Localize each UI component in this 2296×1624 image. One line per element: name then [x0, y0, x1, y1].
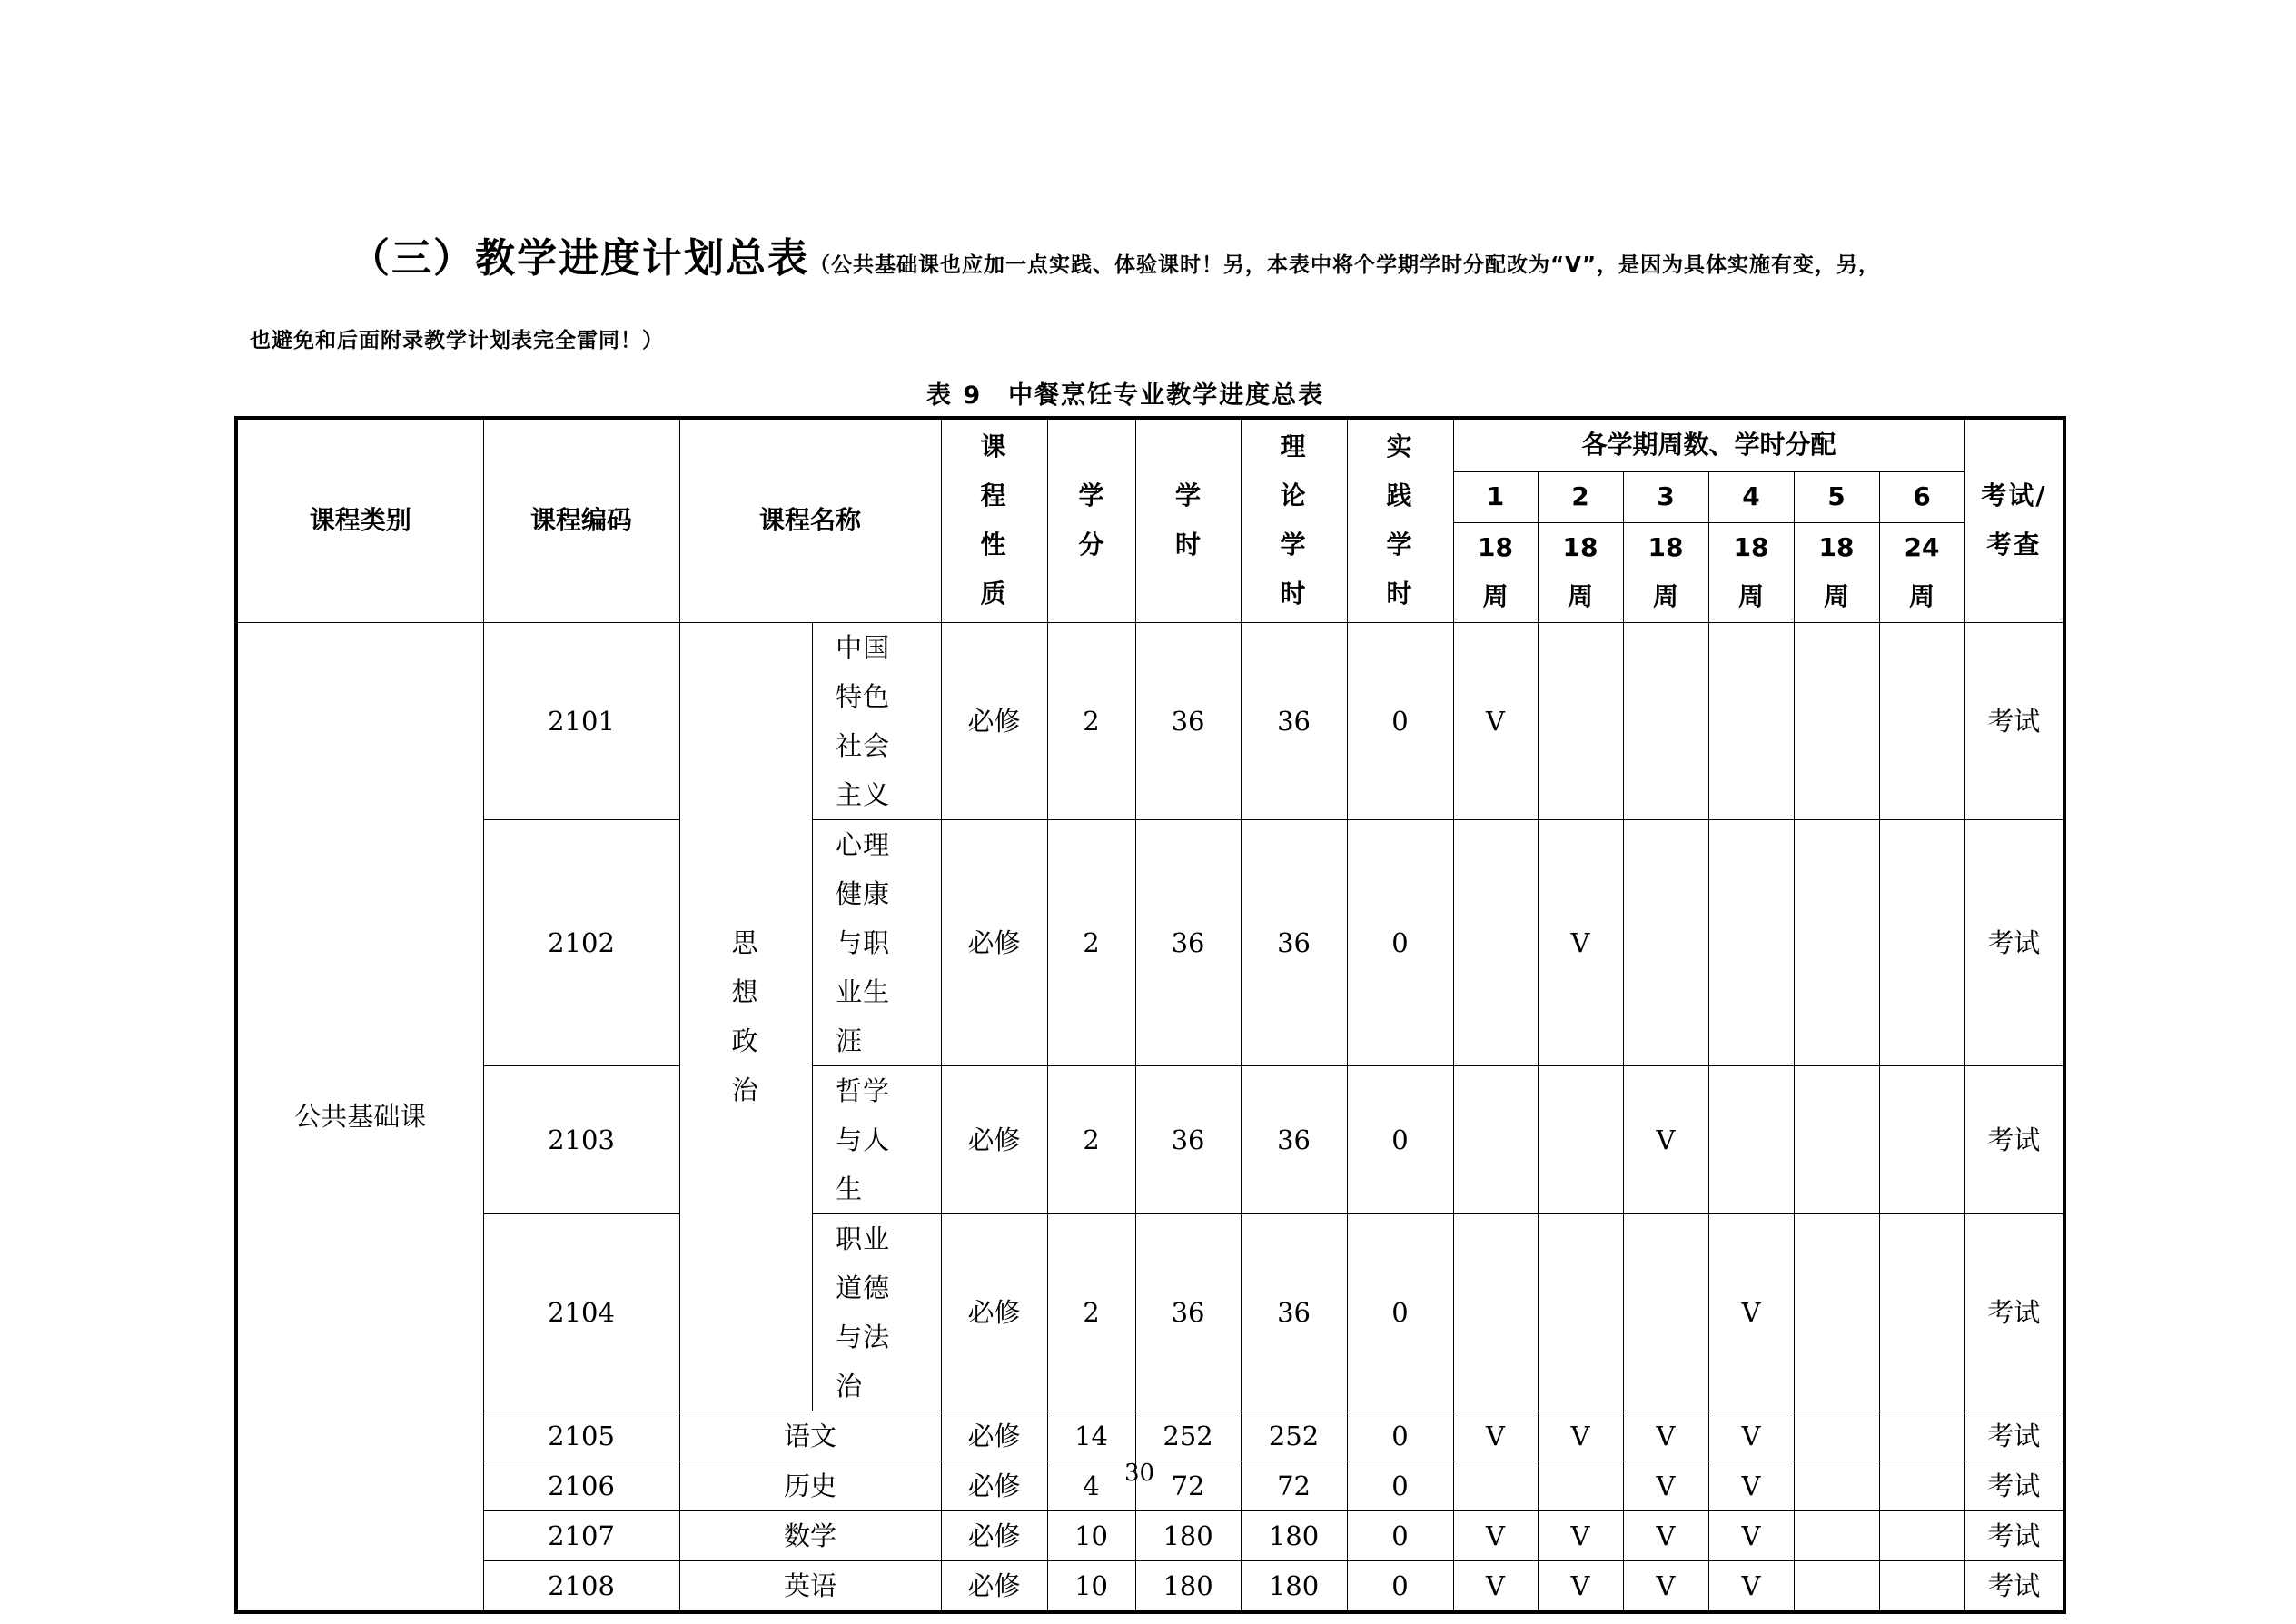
course-credits: 2: [1047, 1065, 1135, 1213]
course-name: 职业道德与法治: [812, 1213, 941, 1411]
course-nature: 必修: [941, 819, 1047, 1065]
course-nature: 必修: [941, 622, 1047, 819]
semester-3-mark: V: [1623, 1411, 1708, 1461]
table-row: [236, 622, 2064, 819]
semester-1-mark: V: [1453, 622, 1538, 819]
semester-2-mark: V: [1538, 819, 1623, 1065]
semester-1-mark: V: [1453, 1510, 1538, 1560]
course-exam: 考试: [1964, 1411, 2064, 1461]
course-practice-hours: 0: [1347, 1065, 1453, 1213]
table-row: [236, 1510, 2064, 1560]
header-theory-hours: 理论学时: [1241, 418, 1347, 622]
semester-2-mark: [1538, 1461, 1623, 1510]
semester-3-mark: V: [1623, 1510, 1708, 1560]
course-credits: 2: [1047, 1213, 1135, 1411]
course-name: 历史: [679, 1461, 941, 1510]
course-nature: 必修: [941, 1213, 1047, 1411]
course-hours: 36: [1135, 819, 1241, 1065]
course-name: 心理健康与职业生涯: [812, 819, 941, 1065]
course-exam: 考试: [1964, 819, 2064, 1065]
course-hours: 180: [1135, 1560, 1241, 1612]
semester-5-mark: [1794, 819, 1879, 1065]
course-category-cell: 公共基础课: [236, 622, 483, 1612]
semester-1-mark: [1453, 1213, 1538, 1411]
course-group-cell: 思想政治: [679, 622, 812, 1411]
semester-6-mark: [1879, 1411, 1964, 1461]
page-number: 30: [1124, 1460, 1155, 1487]
course-theory-hours: 252: [1241, 1411, 1347, 1461]
course-name: 中国特色社会主义: [812, 622, 941, 819]
semester-3-mark: [1623, 819, 1708, 1065]
semester-6-mark: [1879, 819, 1964, 1065]
semester-1-mark: [1453, 819, 1538, 1065]
header-row-1: [236, 418, 2064, 471]
course-theory-hours: 36: [1241, 819, 1347, 1065]
table-caption: 表 9 中餐烹饪专业教学进度总表: [926, 381, 1325, 410]
course-hours: 252: [1135, 1411, 1241, 1461]
semester-6-mark: [1879, 1065, 1964, 1213]
semester-4-weeks: 18 周: [1708, 522, 1794, 622]
table-row: [236, 1065, 2064, 1213]
semester-1-mark: V: [1453, 1411, 1538, 1461]
course-theory-hours: 180: [1241, 1560, 1347, 1612]
semester-2-mark: V: [1538, 1510, 1623, 1560]
semester-3-number: 3: [1623, 471, 1708, 522]
course-credits: 14: [1047, 1411, 1135, 1461]
semester-6-number: 6: [1879, 471, 1964, 522]
semester-2-weeks: 18 周: [1538, 522, 1623, 622]
course-practice-hours: 0: [1347, 1461, 1453, 1510]
semester-3-weeks: 18 周: [1623, 522, 1708, 622]
header-nature: 课程性质: [941, 418, 1047, 622]
course-nature: 必修: [941, 1065, 1047, 1213]
course-practice-hours: 0: [1347, 1411, 1453, 1461]
course-practice-hours: 0: [1347, 1560, 1453, 1612]
teaching-plan-table: [234, 416, 2066, 1614]
course-hours: 36: [1135, 622, 1241, 819]
semester-4-mark: V: [1708, 1461, 1794, 1510]
semester-4-number: 4: [1708, 471, 1794, 522]
semester-3-mark: V: [1623, 1560, 1708, 1612]
semester-5-mark: [1794, 1411, 1879, 1461]
semester-4-mark: [1708, 819, 1794, 1065]
course-name: 数学: [679, 1510, 941, 1560]
course-practice-hours: 0: [1347, 1213, 1453, 1411]
semester-5-mark: [1794, 1461, 1879, 1510]
course-code: 2106: [483, 1461, 679, 1510]
semester-4-mark: [1708, 1065, 1794, 1213]
course-theory-hours: 180: [1241, 1510, 1347, 1560]
course-theory-hours: 36: [1241, 1213, 1347, 1411]
course-practice-hours: 0: [1347, 819, 1453, 1065]
course-nature: 必修: [941, 1461, 1047, 1510]
course-credits: 2: [1047, 819, 1135, 1065]
table-row: [236, 1411, 2064, 1461]
section-note-part2: 也避免和后面附录教学计划表完全雷同！）: [250, 329, 664, 352]
semester-6-mark: [1879, 1560, 1964, 1612]
header-name: 课程名称: [679, 418, 941, 622]
semester-4-mark: V: [1708, 1411, 1794, 1461]
course-exam: 考试: [1964, 1065, 2064, 1213]
semester-6-mark: [1879, 1213, 1964, 1411]
semester-5-mark: [1794, 622, 1879, 819]
semester-4-mark: V: [1708, 1213, 1794, 1411]
course-credits: 2: [1047, 622, 1135, 819]
semester-2-mark: V: [1538, 1411, 1623, 1461]
course-practice-hours: 0: [1347, 622, 1453, 819]
course-credits: 10: [1047, 1510, 1135, 1560]
semester-2-number: 2: [1538, 471, 1623, 522]
course-hours: 36: [1135, 1065, 1241, 1213]
course-nature: 必修: [941, 1560, 1047, 1612]
semester-6-weeks: 24 周: [1879, 522, 1964, 622]
course-nature: 必修: [941, 1411, 1047, 1461]
course-code: 2101: [483, 622, 679, 819]
course-code: 2104: [483, 1213, 679, 1411]
course-credits: 10: [1047, 1560, 1135, 1612]
header-code: 课程编码: [483, 418, 679, 622]
course-practice-hours: 0: [1347, 1510, 1453, 1560]
course-exam: 考试: [1964, 622, 2064, 819]
course-code: 2103: [483, 1065, 679, 1213]
header-category: 课程类别: [236, 418, 483, 622]
semester-2-mark: [1538, 1213, 1623, 1411]
course-exam: 考试: [1964, 1560, 2064, 1612]
semester-6-mark: [1879, 1461, 1964, 1510]
semester-1-number: 1: [1453, 471, 1538, 522]
semester-5-mark: [1794, 1560, 1879, 1612]
semester-4-mark: V: [1708, 1510, 1794, 1560]
header-hours: 学时: [1135, 418, 1241, 622]
semester-1-weeks: 18 周: [1453, 522, 1538, 622]
semester-5-mark: [1794, 1510, 1879, 1560]
header-credits: 学分: [1047, 418, 1135, 622]
semester-4-mark: [1708, 622, 1794, 819]
semester-1-mark: V: [1453, 1560, 1538, 1612]
course-hours: 180: [1135, 1510, 1241, 1560]
course-code: 2105: [483, 1411, 679, 1461]
course-exam: 考试: [1964, 1213, 2064, 1411]
course-name: 哲学与人生: [812, 1065, 941, 1213]
section-title: （三）教学进度计划总表: [350, 235, 809, 282]
semester-4-mark: V: [1708, 1560, 1794, 1612]
table-row: [236, 1213, 2064, 1411]
semester-3-mark: [1623, 622, 1708, 819]
course-theory-hours: 36: [1241, 1065, 1347, 1213]
semester-2-mark: [1538, 1065, 1623, 1213]
header-semester-group: 各学期周数、学时分配: [1453, 418, 1964, 471]
header-exam: 考试/考查: [1964, 418, 2064, 622]
course-code: 2107: [483, 1510, 679, 1560]
semester-3-mark: V: [1623, 1065, 1708, 1213]
semester-2-mark: [1538, 622, 1623, 819]
semester-5-weeks: 18 周: [1794, 522, 1879, 622]
course-theory-hours: 72: [1241, 1461, 1347, 1510]
course-name: 英语: [679, 1560, 941, 1612]
semester-6-mark: [1879, 1510, 1964, 1560]
table-row: [236, 1560, 2064, 1612]
semester-1-mark: [1453, 1461, 1538, 1510]
section-heading: [350, 225, 2121, 283]
section-note-part1: （公共基础课也应加一点实践、体验课时！另，本表中将个学期学时分配改为“V”，是因为具体实施有变，另，: [809, 253, 1881, 277]
course-name: 语文: [679, 1411, 941, 1461]
course-exam: 考试: [1964, 1461, 2064, 1510]
course-code: 2108: [483, 1560, 679, 1612]
course-theory-hours: 36: [1241, 622, 1347, 819]
course-exam: 考试: [1964, 1510, 2064, 1560]
semester-3-mark: V: [1623, 1461, 1708, 1510]
table-row: [236, 819, 2064, 1065]
semester-5-mark: [1794, 1065, 1879, 1213]
semester-5-mark: [1794, 1213, 1879, 1411]
course-code: 2102: [483, 819, 679, 1065]
semester-5-number: 5: [1794, 471, 1879, 522]
course-nature: 必修: [941, 1510, 1047, 1560]
semester-6-mark: [1879, 622, 1964, 819]
semester-2-mark: V: [1538, 1560, 1623, 1612]
header-practice-hours: 实践学时: [1347, 418, 1453, 622]
course-hours: 72: [1135, 1461, 1241, 1510]
course-credits: 4: [1047, 1461, 1135, 1510]
semester-1-mark: [1453, 1065, 1538, 1213]
semester-3-mark: [1623, 1213, 1708, 1411]
course-hours: 36: [1135, 1213, 1241, 1411]
